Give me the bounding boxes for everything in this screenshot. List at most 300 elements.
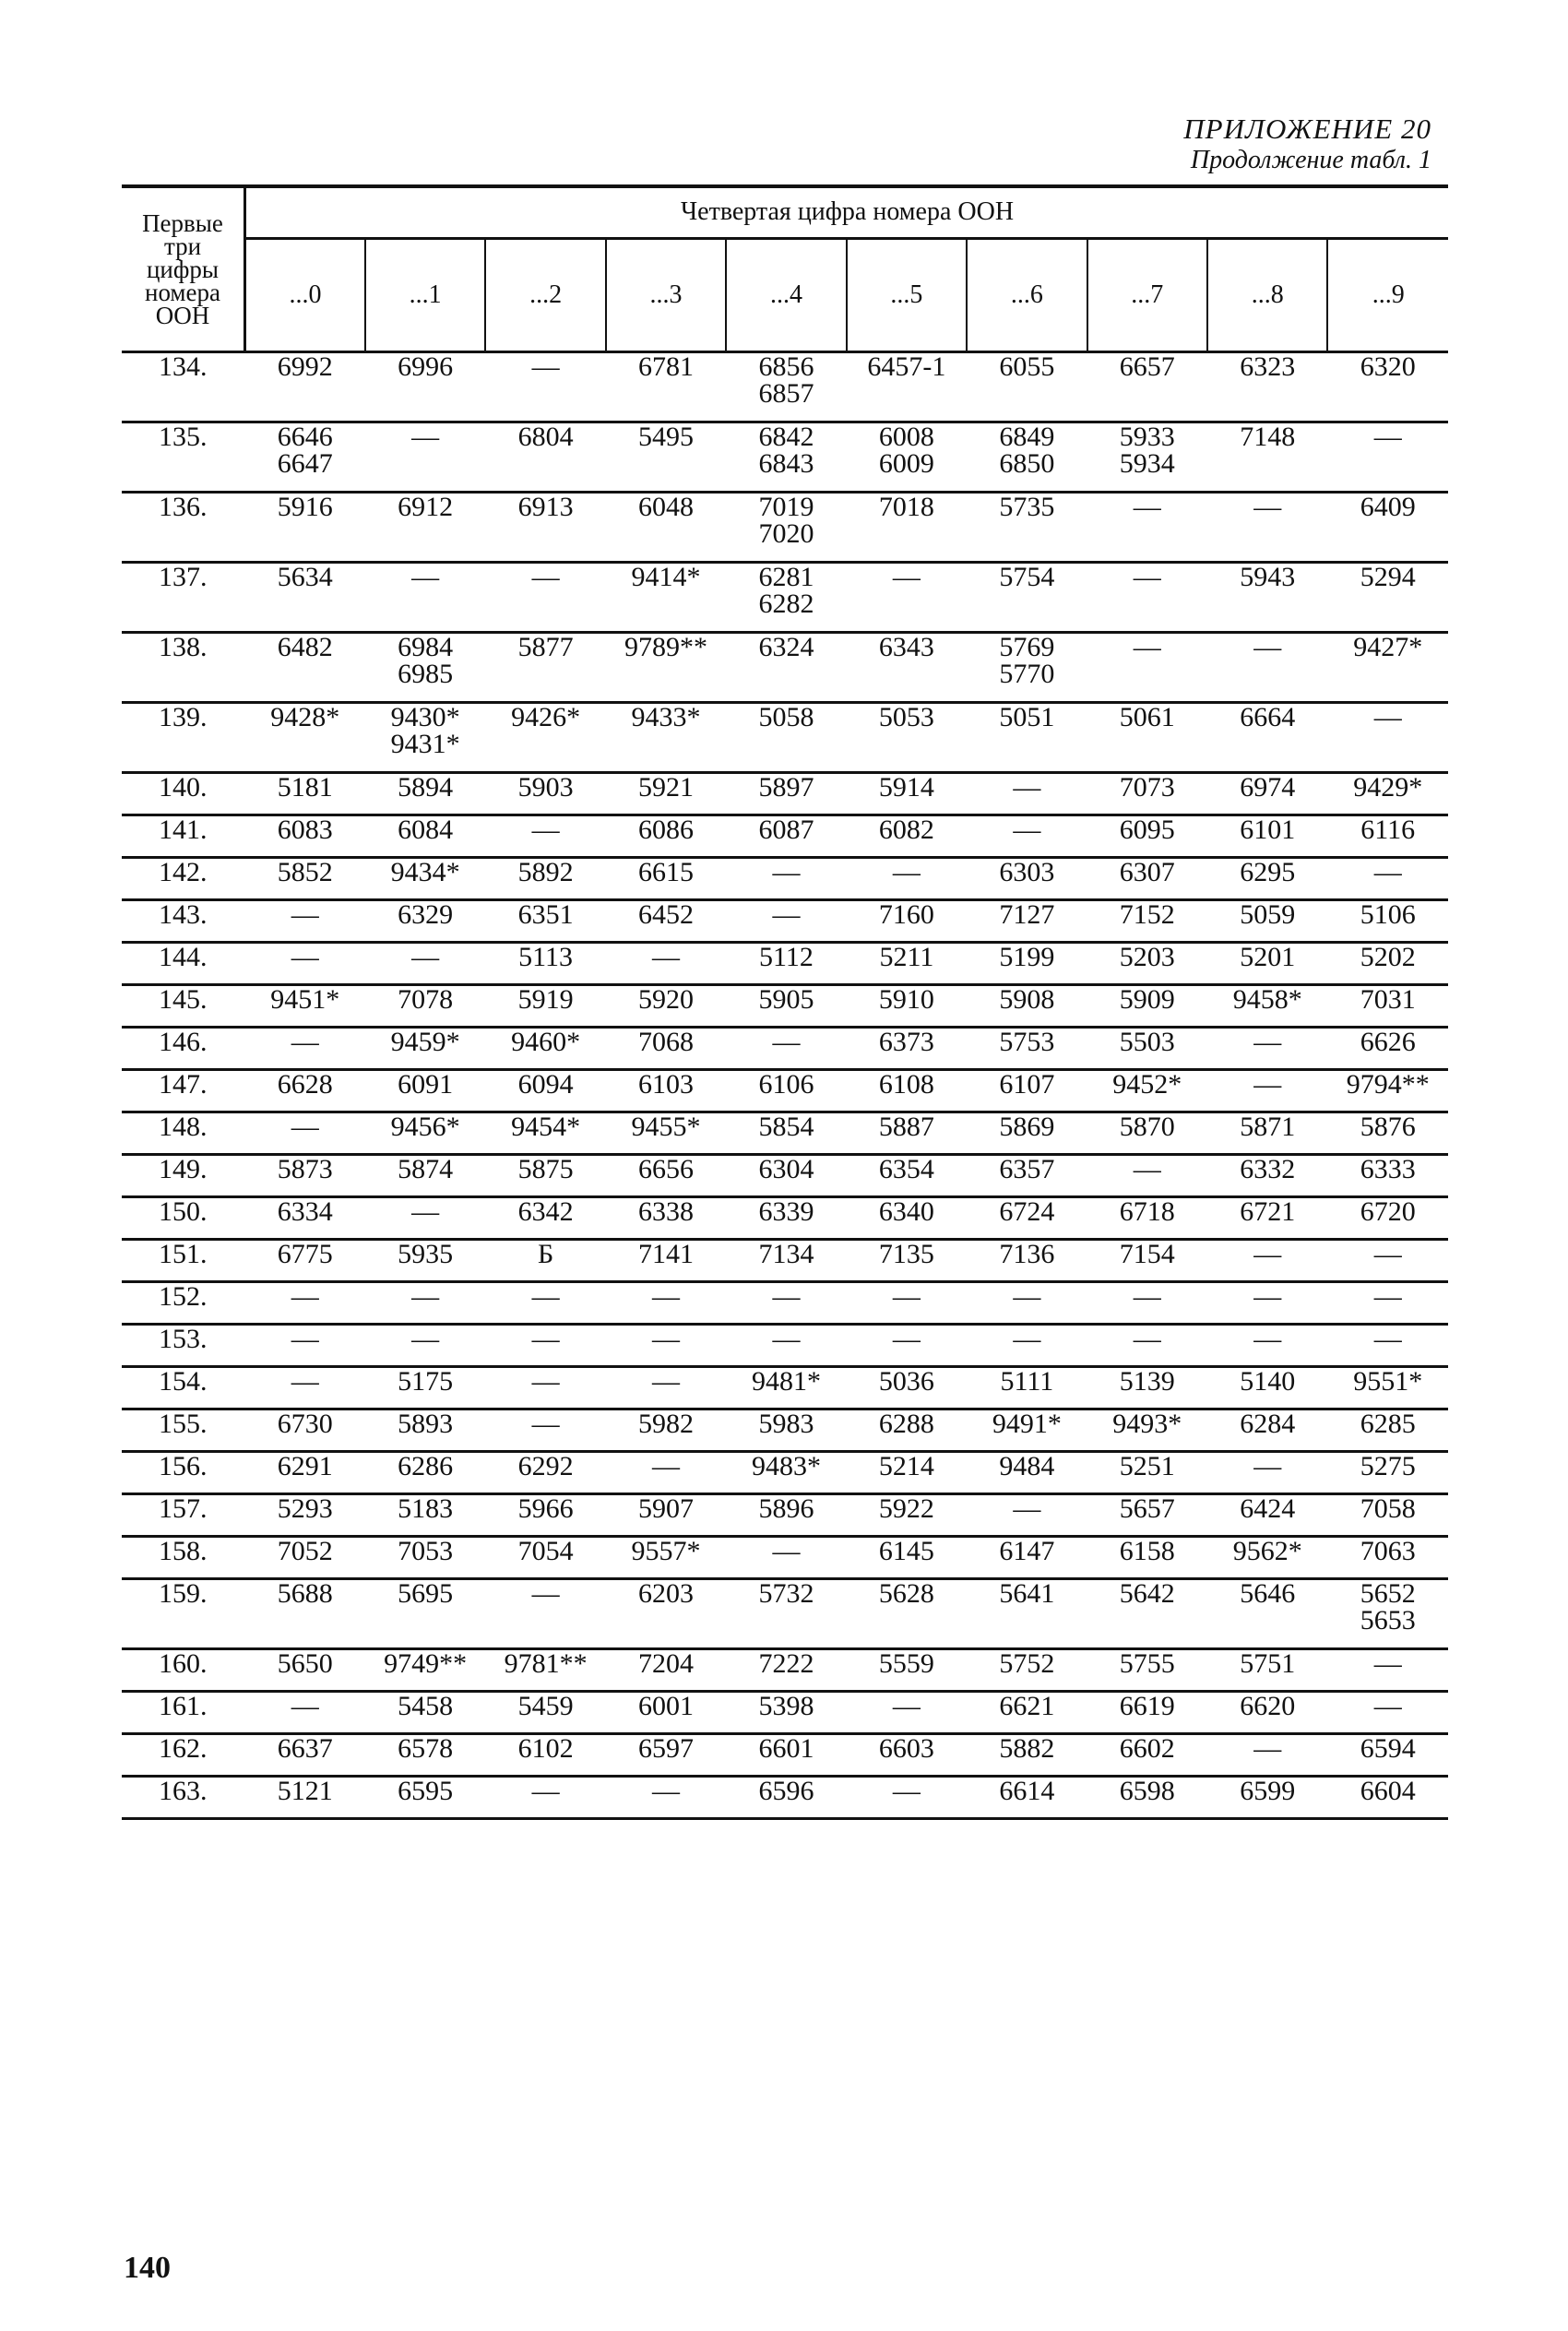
digit-header: ...0 (245, 238, 365, 351)
cell-value: — (1373, 1281, 1402, 1312)
table-cell (606, 1734, 726, 1777)
table-cell (485, 900, 605, 943)
table-cell (365, 1777, 485, 1819)
cell-value: 5871 (1240, 1112, 1296, 1142)
cell-value: 9452* (1112, 1069, 1182, 1100)
table-cell (1087, 1240, 1207, 1282)
cell-value: — (892, 562, 921, 592)
table-cell (1207, 1028, 1327, 1070)
row-prefix: 157. (122, 1494, 245, 1537)
cell-value: 5752 (999, 1648, 1055, 1679)
table-cell (1087, 1112, 1207, 1155)
table-cell (1087, 493, 1207, 563)
row-prefix: 156. (122, 1452, 245, 1494)
table-cell (726, 1537, 846, 1579)
table-cell (1207, 1282, 1327, 1325)
table-cell (726, 1155, 846, 1197)
table-cell (485, 1325, 605, 1367)
table-cell (847, 352, 967, 422)
cell-value: 6338 (638, 1196, 695, 1227)
cell-value: 5982 (638, 1409, 695, 1439)
cell-value: 6656 (638, 1154, 695, 1184)
table-cell (1327, 943, 1448, 985)
cell-value: — (652, 1281, 681, 1312)
cell-value: 5754 (999, 562, 1055, 592)
cell-value: 9454* (511, 1112, 581, 1142)
table-cell (726, 1409, 846, 1452)
table-cell (245, 1282, 365, 1325)
table-cell (365, 1240, 485, 1282)
table-cell (365, 422, 485, 493)
cell-value: — (892, 1324, 921, 1354)
cell-value: 5121 (277, 1776, 333, 1806)
table-cell (245, 1070, 365, 1112)
row-header-first-three-digits (122, 186, 245, 352)
cell-value: 9781** (504, 1648, 588, 1679)
cell-value: Б (537, 1239, 554, 1269)
table-cell (245, 493, 365, 563)
table-cell (1327, 1197, 1448, 1240)
table-cell (365, 815, 485, 858)
cell-value: 9431* (390, 729, 460, 759)
table-cell (1327, 1112, 1448, 1155)
cell-value: 6578 (398, 1733, 454, 1764)
cell-value: 6357 (999, 1154, 1055, 1184)
cell-value: 7160 (878, 899, 934, 930)
table-cell (485, 1452, 605, 1494)
cell-value: 5458 (398, 1691, 454, 1721)
table-cell (606, 1692, 726, 1734)
table-cell (1087, 1155, 1207, 1197)
table-cell (485, 422, 605, 493)
cell-value: 5908 (999, 984, 1055, 1015)
table-cell (1087, 943, 1207, 985)
cell-value: — (531, 1324, 560, 1354)
cell-value: 6285 (1360, 1409, 1416, 1439)
table-cell (967, 1777, 1087, 1819)
table-row (122, 1537, 1448, 1579)
row-prefix: 163. (122, 1777, 245, 1819)
table-cell (1327, 422, 1448, 493)
cell-value: 6597 (638, 1733, 695, 1764)
table-cell (847, 858, 967, 900)
table-row (122, 1070, 1448, 1112)
table-cell (606, 1240, 726, 1282)
cell-value: — (291, 1027, 319, 1057)
cell-value: 6351 (517, 899, 574, 930)
table-cell (847, 1197, 967, 1240)
table-cell (485, 1028, 605, 1070)
cell-value: 5112 (759, 942, 814, 972)
cell-value: 6614 (999, 1776, 1055, 1806)
cell-value: 5398 (758, 1691, 814, 1721)
cell-value: 7154 (1119, 1239, 1175, 1269)
cell-value: 6781 (638, 351, 695, 382)
cell-value: 6094 (517, 1069, 574, 1100)
cell-value: — (1013, 1324, 1041, 1354)
cell-value: 9794** (1346, 1069, 1430, 1100)
cell-value: — (652, 1776, 681, 1806)
cell-value: 9459* (390, 1027, 460, 1057)
cell-value: 5181 (277, 772, 333, 803)
cell-value: 6087 (758, 815, 814, 845)
table-row (122, 703, 1448, 773)
cell-value: 5875 (517, 1154, 574, 1184)
cell-value: 5140 (1240, 1366, 1296, 1397)
cell-value: — (652, 942, 681, 972)
table-cell (726, 1494, 846, 1537)
table-cell (365, 1282, 485, 1325)
cell-value: 7053 (398, 1536, 454, 1566)
table-cell (726, 352, 846, 422)
table-cell (365, 985, 485, 1028)
table-continuation-note: Продолжение табл. 1 (1190, 146, 1431, 174)
table-cell (1087, 1494, 1207, 1537)
cell-value: — (531, 1578, 560, 1609)
table-cell (1087, 773, 1207, 815)
table-cell (726, 1325, 846, 1367)
cell-value: — (411, 1324, 440, 1354)
cell-value: 6626 (1360, 1027, 1416, 1057)
table-cell (245, 985, 365, 1028)
row-prefix: 140. (122, 773, 245, 815)
cell-value: 6730 (277, 1409, 333, 1439)
table-cell (245, 1494, 365, 1537)
cell-value: 6856 (758, 351, 814, 382)
cell-value: 6342 (517, 1196, 574, 1227)
cell-value: 5688 (277, 1578, 333, 1609)
table-cell (726, 1197, 846, 1240)
cell-value: 5934 (1119, 448, 1175, 479)
table-cell (847, 1240, 967, 1282)
table-cell (365, 1452, 485, 1494)
table-cell (726, 422, 846, 493)
table-cell (365, 1112, 485, 1155)
table-cell (245, 1537, 365, 1579)
row-prefix: 138. (122, 633, 245, 703)
cell-value: 5909 (1119, 984, 1175, 1015)
table-cell (245, 1028, 365, 1070)
table-cell (245, 1367, 365, 1409)
cell-value: 5503 (1119, 1027, 1175, 1057)
cell-value: — (411, 1196, 440, 1227)
cell-value: 5905 (758, 984, 814, 1015)
un-numbers-table (122, 184, 1448, 1820)
table-cell (847, 815, 967, 858)
cell-value: 6158 (1119, 1536, 1175, 1566)
cell-value: 5935 (398, 1239, 454, 1269)
table-cell (847, 1112, 967, 1155)
table-cell (1207, 352, 1327, 422)
cell-value: 6332 (1240, 1154, 1296, 1184)
cell-value: — (1013, 815, 1041, 845)
table-row (122, 1777, 1448, 1819)
table-cell (726, 563, 846, 633)
table-cell (606, 1028, 726, 1070)
cell-value: — (1013, 1493, 1041, 1524)
cell-value: 5657 (1119, 1493, 1175, 1524)
cell-value: 6843 (758, 448, 814, 479)
cell-value: 5293 (277, 1493, 333, 1524)
cell-value: 7020 (758, 518, 814, 549)
table-cell (485, 1579, 605, 1649)
table-cell (365, 858, 485, 900)
table-cell (1087, 563, 1207, 633)
cell-value: 6992 (277, 351, 333, 382)
row-prefix: 152. (122, 1282, 245, 1325)
cell-value: 5175 (398, 1366, 454, 1397)
cell-value: 5059 (1240, 899, 1296, 930)
table-cell (606, 1537, 726, 1579)
cell-value: — (1373, 857, 1402, 887)
cell-value: 7136 (999, 1239, 1055, 1269)
row-prefix: 134. (122, 352, 245, 422)
table-row (122, 422, 1448, 493)
cell-value: 7135 (878, 1239, 934, 1269)
table-cell (606, 422, 726, 493)
cell-value: 6996 (398, 351, 454, 382)
page-header (1183, 113, 1431, 175)
table-cell (847, 1692, 967, 1734)
table-row (122, 1692, 1448, 1734)
table-cell (485, 773, 605, 815)
cell-value: 5199 (999, 942, 1055, 972)
cell-value: — (772, 1324, 801, 1354)
cell-value: 6602 (1119, 1733, 1175, 1764)
table-cell (1087, 1692, 1207, 1734)
table-row (122, 493, 1448, 563)
cell-value: 6620 (1240, 1691, 1296, 1721)
table-cell (245, 1240, 365, 1282)
cell-value: — (1373, 422, 1402, 452)
table-cell (485, 1367, 605, 1409)
table-cell (485, 703, 605, 773)
table-cell (967, 1452, 1087, 1494)
cell-value: — (1253, 492, 1282, 522)
table-cell (726, 1028, 846, 1070)
table-cell (967, 858, 1087, 900)
cell-value: 5203 (1119, 942, 1175, 972)
table-cell (606, 1649, 726, 1692)
table-cell (365, 900, 485, 943)
cell-value: — (291, 899, 319, 930)
table-cell (1327, 815, 1448, 858)
cell-value: 6804 (517, 422, 574, 452)
cell-value: 9789** (624, 632, 708, 662)
cell-value: — (531, 1366, 560, 1397)
cell-value: 6307 (1119, 857, 1175, 887)
cell-value: 9460* (511, 1027, 581, 1057)
cell-value: 5695 (398, 1578, 454, 1609)
table-cell (365, 703, 485, 773)
cell-value: 5870 (1119, 1112, 1175, 1142)
cell-value: 6086 (638, 815, 695, 845)
table-cell (1087, 985, 1207, 1028)
table-cell (1327, 1452, 1448, 1494)
row-header-line: ООН (155, 301, 210, 329)
table-cell (847, 1777, 967, 1819)
table-cell (967, 943, 1087, 985)
table-cell (365, 1367, 485, 1409)
cell-value: 5106 (1360, 899, 1416, 930)
table-cell (1327, 633, 1448, 703)
cell-value: 7127 (999, 899, 1055, 930)
cell-value: — (892, 1691, 921, 1721)
cell-value: — (892, 1776, 921, 1806)
cell-value: 6082 (878, 815, 934, 845)
table-cell (847, 1325, 967, 1367)
table-cell (1207, 1325, 1327, 1367)
cell-value: 6912 (398, 492, 454, 522)
digit-header-row (122, 238, 1448, 351)
table-cell (847, 1494, 967, 1537)
cell-value: 5183 (398, 1493, 454, 1524)
cell-value: 6084 (398, 815, 454, 845)
cell-value: 6604 (1360, 1776, 1416, 1806)
table-cell (1327, 1155, 1448, 1197)
row-prefix: 162. (122, 1734, 245, 1777)
cell-value: 5882 (999, 1733, 1055, 1764)
table-cell (245, 703, 365, 773)
cell-value: 6721 (1240, 1196, 1296, 1227)
table-cell (245, 773, 365, 815)
table-cell (847, 563, 967, 633)
table-cell (365, 1649, 485, 1692)
table-row (122, 1649, 1448, 1692)
cell-value: 6724 (999, 1196, 1055, 1227)
table-cell (606, 633, 726, 703)
cell-value: 9428* (270, 702, 340, 732)
cell-value: — (652, 1451, 681, 1481)
cell-value: 6849 (999, 422, 1055, 452)
table-cell (245, 563, 365, 633)
table-cell (967, 1494, 1087, 1537)
cell-value: 5036 (878, 1366, 934, 1397)
cell-value: 7073 (1119, 772, 1175, 803)
cell-value: 5755 (1119, 1648, 1175, 1679)
table-cell (847, 1409, 967, 1452)
column-group-header: Четвертая цифра номера ООН (245, 186, 1449, 238)
table-cell (365, 1409, 485, 1452)
cell-value: 7018 (878, 492, 934, 522)
cell-value: 5869 (999, 1112, 1055, 1142)
table-cell (847, 1367, 967, 1409)
table-cell (245, 1692, 365, 1734)
cell-value: 5896 (758, 1493, 814, 1524)
digit-header: ...8 (1207, 238, 1327, 351)
cell-value: 5876 (1360, 1112, 1416, 1142)
table-cell (485, 633, 605, 703)
cell-value: 6598 (1119, 1776, 1175, 1806)
row-prefix: 149. (122, 1155, 245, 1197)
cell-value: 6083 (277, 815, 333, 845)
table-cell (485, 563, 605, 633)
cell-value: — (1373, 1648, 1402, 1679)
cell-value: 6091 (398, 1069, 454, 1100)
table-cell (245, 1409, 365, 1452)
table-cell (1327, 858, 1448, 900)
cell-value: 7058 (1360, 1493, 1416, 1524)
cell-value: — (892, 857, 921, 887)
table-row (122, 1367, 1448, 1409)
cell-value: 5653 (1360, 1605, 1416, 1635)
table-cell (1327, 493, 1448, 563)
cell-value: 6646 (277, 422, 333, 452)
table-cell (1087, 1777, 1207, 1819)
cell-value: — (411, 1281, 440, 1312)
table-row (122, 900, 1448, 943)
row-header-line: цифры (146, 255, 220, 283)
table-cell (606, 1777, 726, 1819)
table-cell (606, 858, 726, 900)
table-cell (365, 1197, 485, 1240)
table-cell (847, 1452, 967, 1494)
table-cell (847, 1734, 967, 1777)
cell-value: 6850 (999, 448, 1055, 479)
cell-value: 5854 (758, 1112, 814, 1142)
table-row (122, 563, 1448, 633)
table-cell (485, 1649, 605, 1692)
cell-value: 6288 (878, 1409, 934, 1439)
cell-value: 7222 (758, 1648, 814, 1679)
table-cell (1087, 703, 1207, 773)
row-prefix: 142. (122, 858, 245, 900)
table-cell (365, 773, 485, 815)
cell-value: 9456* (390, 1112, 460, 1142)
table-cell (606, 1367, 726, 1409)
table-row (122, 1409, 1448, 1452)
row-prefix: 143. (122, 900, 245, 943)
cell-value: 6985 (398, 659, 454, 689)
table-cell (726, 1692, 846, 1734)
table-cell (967, 633, 1087, 703)
table-cell (1327, 1325, 1448, 1367)
row-prefix: 160. (122, 1649, 245, 1692)
table-cell (1327, 1692, 1448, 1734)
cell-value: 7063 (1360, 1536, 1416, 1566)
table-cell (1207, 422, 1327, 493)
cell-value: 5275 (1360, 1451, 1416, 1481)
table-row (122, 1028, 1448, 1070)
cell-value: 9458* (1232, 984, 1302, 1015)
table-cell (365, 1579, 485, 1649)
cell-value: 5113 (518, 942, 574, 972)
table-cell (485, 1112, 605, 1155)
cell-value: 5559 (878, 1648, 934, 1679)
page-number: 140 (124, 2251, 171, 2285)
table-cell (967, 563, 1087, 633)
cell-value: 9430* (390, 702, 460, 732)
table-cell (726, 633, 846, 703)
table-cell (726, 943, 846, 985)
table-cell (485, 985, 605, 1028)
cell-value: 9455* (631, 1112, 701, 1142)
table-cell (606, 815, 726, 858)
row-header-line: Первые (142, 208, 223, 237)
table-cell (1207, 1579, 1327, 1649)
cell-value: 6303 (999, 857, 1055, 887)
cell-value: 6343 (878, 632, 934, 662)
cell-value: 6101 (1240, 815, 1296, 845)
cell-value: — (291, 1281, 319, 1312)
table-cell (1207, 1112, 1327, 1155)
cell-value: 5943 (1240, 562, 1296, 592)
cell-value: — (531, 562, 560, 592)
table-row (122, 1112, 1448, 1155)
table-cell (485, 1537, 605, 1579)
cell-value: 5966 (517, 1493, 574, 1524)
table-cell (1327, 773, 1448, 815)
